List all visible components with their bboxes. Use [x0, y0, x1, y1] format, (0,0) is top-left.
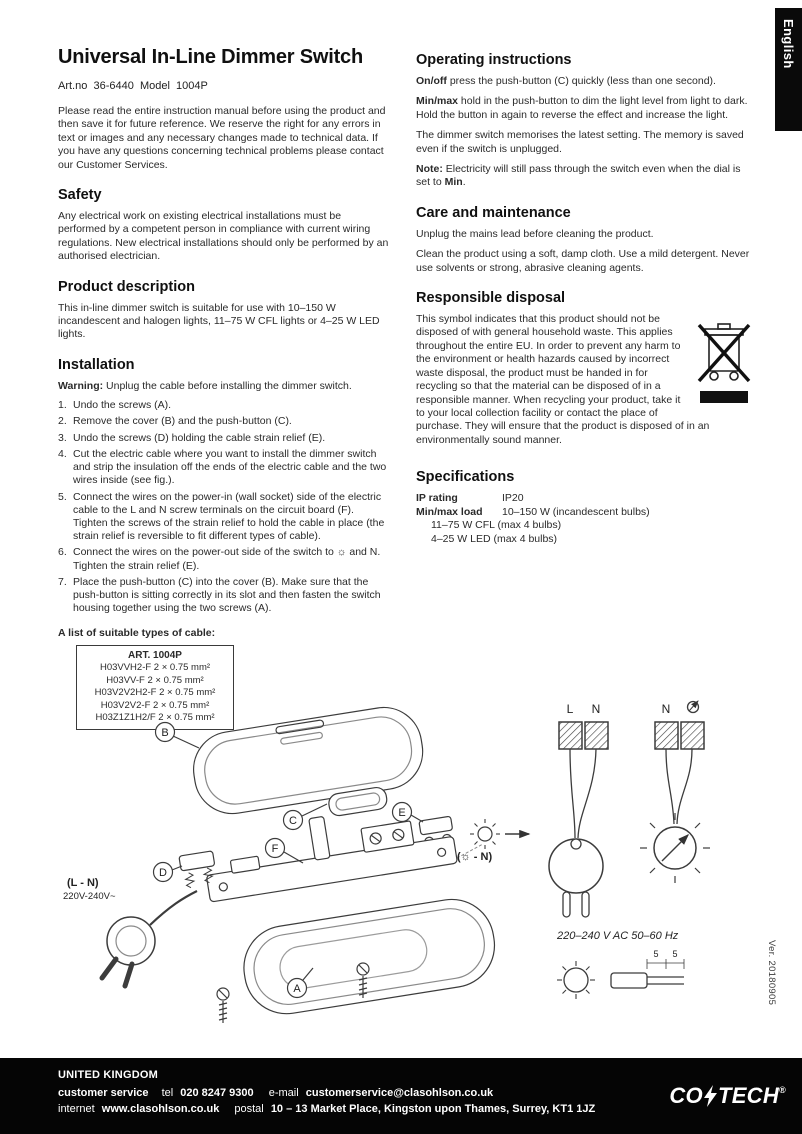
- postal-label: postal: [234, 1103, 264, 1115]
- cable-type-row: H03V2V2-F 2 × 0.75 mm²: [100, 699, 210, 711]
- terminal-n-label: N: [591, 702, 601, 716]
- cable-table-header: ART. 1004P: [128, 650, 182, 662]
- installation-step: [58, 546, 390, 572]
- installation-steps: [58, 399, 390, 615]
- lightning-icon: [704, 1085, 717, 1107]
- weee-bin-icon: [692, 313, 756, 409]
- customer-service-label: customer service: [58, 1087, 149, 1099]
- exploded-view-diagram: [55, 698, 545, 1033]
- footer: [0, 1058, 802, 1134]
- registered-mark: ®: [779, 1085, 786, 1095]
- ac-rating-label: 220–240 V AC 50–60 Hz: [557, 930, 679, 942]
- specifications-heading: Specifications: [416, 469, 515, 486]
- installation-heading: Installation: [58, 356, 135, 373]
- onoff-paragraph: [416, 75, 757, 88]
- dimmable-lamp-icon: [640, 813, 710, 883]
- internet-label: internet: [58, 1103, 95, 1115]
- note-text: Electricity will still pass through the switch even when the dial is set to: [416, 163, 741, 189]
- disposal-body: This symbol indicates that this product should not be disposed of with general household waste. This applies throughout the entire EU. In order to prevent any harm to the environment or health hazards caused by incorrect waste disposal, the product must be handed in for recycling so that the material can be disposed of in a responsible manner. When recycling your product, take it to your local collection facility or contact the place of purchase. They will ensure that the product is disposed of in an environmentally sound manner.: [416, 313, 710, 446]
- memory-paragraph: The dimmer switch memorises the latest setting. The memory is saved even if the switch is unplugged.: [416, 129, 744, 155]
- step-text: Undo the screws (A).: [73, 399, 172, 412]
- cable-strip-diagram: [611, 959, 684, 988]
- left-column: [58, 46, 390, 730]
- postal-value: 10 – 13 Market Place, Kingston upon Thames, Surrey, KT1 1JZ: [270, 1103, 596, 1115]
- right-column: [416, 52, 757, 547]
- operating-heading: Operating instructions: [416, 52, 572, 68]
- page-title: Universal In-Line Dimmer Switch: [58, 46, 363, 68]
- installation-step: [58, 432, 390, 445]
- step-number: 2.: [58, 415, 67, 428]
- minmax-paragraph: [416, 95, 757, 122]
- cable-type-row: H03Z1Z1H2/F 2 × 0.75 mm²: [95, 711, 215, 723]
- onoff-label: On/off: [416, 75, 447, 87]
- care-paragraph-1: Unplug the mains lead before cleaning the product.: [416, 227, 654, 240]
- logo-tech-text: TECH: [717, 1083, 780, 1108]
- screw-icon: [217, 988, 229, 1023]
- installation-step: [58, 399, 390, 412]
- installation-step: [58, 491, 390, 544]
- disposal-heading: Responsible disposal: [416, 290, 566, 307]
- note-paragraph: [416, 163, 757, 190]
- step-number: 5.: [58, 490, 67, 503]
- cable-type-row: H03VV-F 2 × 0.75 mm²: [106, 674, 204, 686]
- onoff-text: press the push-button (C) quickly (less than one second).: [446, 75, 716, 87]
- warning-label: Warning:: [58, 379, 104, 392]
- installation-step: [58, 448, 390, 488]
- step-text: Cut the electric cable where you want to install the dimmer switch and strip the insulation off the ends of the electric cable and the two wires inside (see fig.).: [73, 447, 387, 487]
- article-number: Art.no 36-6440 Model 1004P: [58, 80, 208, 92]
- spec-value: IP20: [502, 492, 524, 505]
- callout-label-c: C: [289, 815, 297, 827]
- spec-extra-line: 11–75 W CFL (max 4 bulbs): [431, 519, 562, 532]
- safety-heading: Safety: [58, 187, 102, 204]
- minmax-text: hold in the push-button to dim the light level from light to dark. Hold the button in again to reverse the effect and increase the light.: [416, 95, 748, 121]
- cotech-logo: [669, 1083, 786, 1109]
- disposal-section: [416, 313, 757, 454]
- step-number: 7.: [58, 575, 67, 588]
- step-text: Place the push-button (C) into the cover (B). Make sure that the push-button is sitting correctly in its slot and then fasten the switch housing together using the two screws (A).: [73, 575, 381, 615]
- product-description-heading: Product description: [58, 278, 195, 295]
- tel-value: 020 8247 9300: [180, 1087, 254, 1099]
- logo-co-text: CO: [669, 1083, 703, 1108]
- lamp-out-label: (☼ - N): [457, 851, 493, 863]
- installation-step: [58, 576, 390, 616]
- version-label: Ver. 20180905: [766, 940, 777, 1006]
- step-text: Connect the wires on the power-out side of the switch to ☼ and N. Tighten the strain relief (E).: [73, 546, 381, 572]
- internet-value: www.clasohlson.co.uk: [101, 1103, 220, 1115]
- step-number: 6.: [58, 546, 67, 559]
- spec-extra-line: 4–25 W LED (max 4 bulbs): [431, 532, 558, 545]
- strip-dim-label: 5: [653, 949, 659, 959]
- cable-list-heading: A list of suitable types of cable:: [58, 627, 216, 640]
- installation-warning: [58, 380, 390, 393]
- product-description-body: This in-line dimmer switch is suitable for use with 10–150 W incandescent and halogen lights, 11–75 W CFL lights or 4–25 W LED lights.: [58, 301, 380, 341]
- cable-type-row: H03VVH2-F 2 × 0.75 mm²: [99, 662, 211, 674]
- email-label: e-mail: [268, 1087, 299, 1099]
- wiring-diagram: [545, 696, 760, 936]
- callout-label-b: B: [161, 727, 169, 739]
- callout-label-a: A: [293, 983, 301, 995]
- callout-label-d: D: [159, 867, 167, 879]
- minmax-label: Min/max: [416, 95, 459, 108]
- footer-country: UNITED KINGDOM: [58, 1069, 158, 1081]
- note-label: Note:: [416, 163, 443, 176]
- dimmable-lamp-small-icon: [688, 701, 699, 713]
- weee-bar: [700, 391, 748, 403]
- terminal-n-out-label: N: [661, 702, 671, 716]
- safety-body: Any electrical work on existing electrical installations must be performed by a competent person in compliance with current wiring regulations. New electrical installations should only be performed by an authorised electrician.: [58, 210, 389, 263]
- installation-step: [58, 415, 390, 428]
- cable-type-row: H03V2V2H2-F 2 × 0.75 mm²: [94, 687, 216, 699]
- callout-label-f: F: [271, 843, 279, 855]
- note-min: Min: [444, 176, 463, 189]
- step-text: Remove the cover (B) and the push-button (C).: [73, 415, 292, 428]
- step-number: 4.: [58, 447, 67, 460]
- warning-text: Unplug the cable before installing the dimmer switch.: [106, 379, 352, 392]
- mains-plug-icon: [102, 891, 197, 986]
- mains-voltage-label: 220V-240V~: [63, 891, 116, 902]
- base-housing-part: [238, 893, 501, 1019]
- callout-label-e: E: [398, 807, 406, 819]
- care-heading: Care and maintenance: [416, 204, 571, 221]
- step-text: Connect the wires on the power-in (wall socket) side of the electric cable to the L and N screw terminals on the circuit board (F). Tighten the screws of the strain relief to hold the cable in place (the strain relief is reversible to fit different types of cable).: [73, 490, 385, 543]
- spec-row: [416, 506, 757, 520]
- plug-icon: [549, 839, 603, 917]
- lamp-cable-figure: [556, 947, 706, 1002]
- step-number: 3.: [58, 431, 67, 444]
- strip-dim-label: 5: [672, 949, 678, 959]
- step-text: Undo the screws (D) holding the cable strain relief (E).: [73, 431, 326, 444]
- spec-label: IP rating: [416, 492, 458, 505]
- wires: [570, 749, 692, 838]
- spec-row: [416, 492, 757, 506]
- terminal-block-in: [559, 722, 608, 749]
- tel-label: tel: [161, 1087, 174, 1099]
- lamp-icon: [557, 961, 595, 999]
- weee-symbol: [691, 313, 757, 414]
- step-number: 1.: [58, 399, 67, 412]
- email-value: customerservice@clasohlson.co.uk: [305, 1087, 494, 1099]
- terminal-l-label: L: [566, 702, 574, 716]
- intro-paragraph: Please read the entire instruction manual before using the product and then save it for future reference. We reserve the right for any errors in text or images and any necessary changes made to technical data. If you have any questions concerning technical problems please contact our Customer Services.: [58, 105, 386, 171]
- cover-part: [188, 702, 428, 819]
- spec-value: 10–150 W (incandescent bulbs): [502, 505, 650, 518]
- care-paragraph-2: Clean the product using a soft, damp cloth. Use a mild detergent. Never use solvents or strong, abrasive cleaning agents.: [416, 248, 750, 274]
- terminal-block-out: [655, 722, 704, 749]
- note-period: .: [462, 176, 466, 189]
- spec-label: Min/max load: [416, 505, 483, 518]
- mains-in-label: (L - N): [67, 877, 99, 889]
- language-tab: English: [775, 8, 802, 131]
